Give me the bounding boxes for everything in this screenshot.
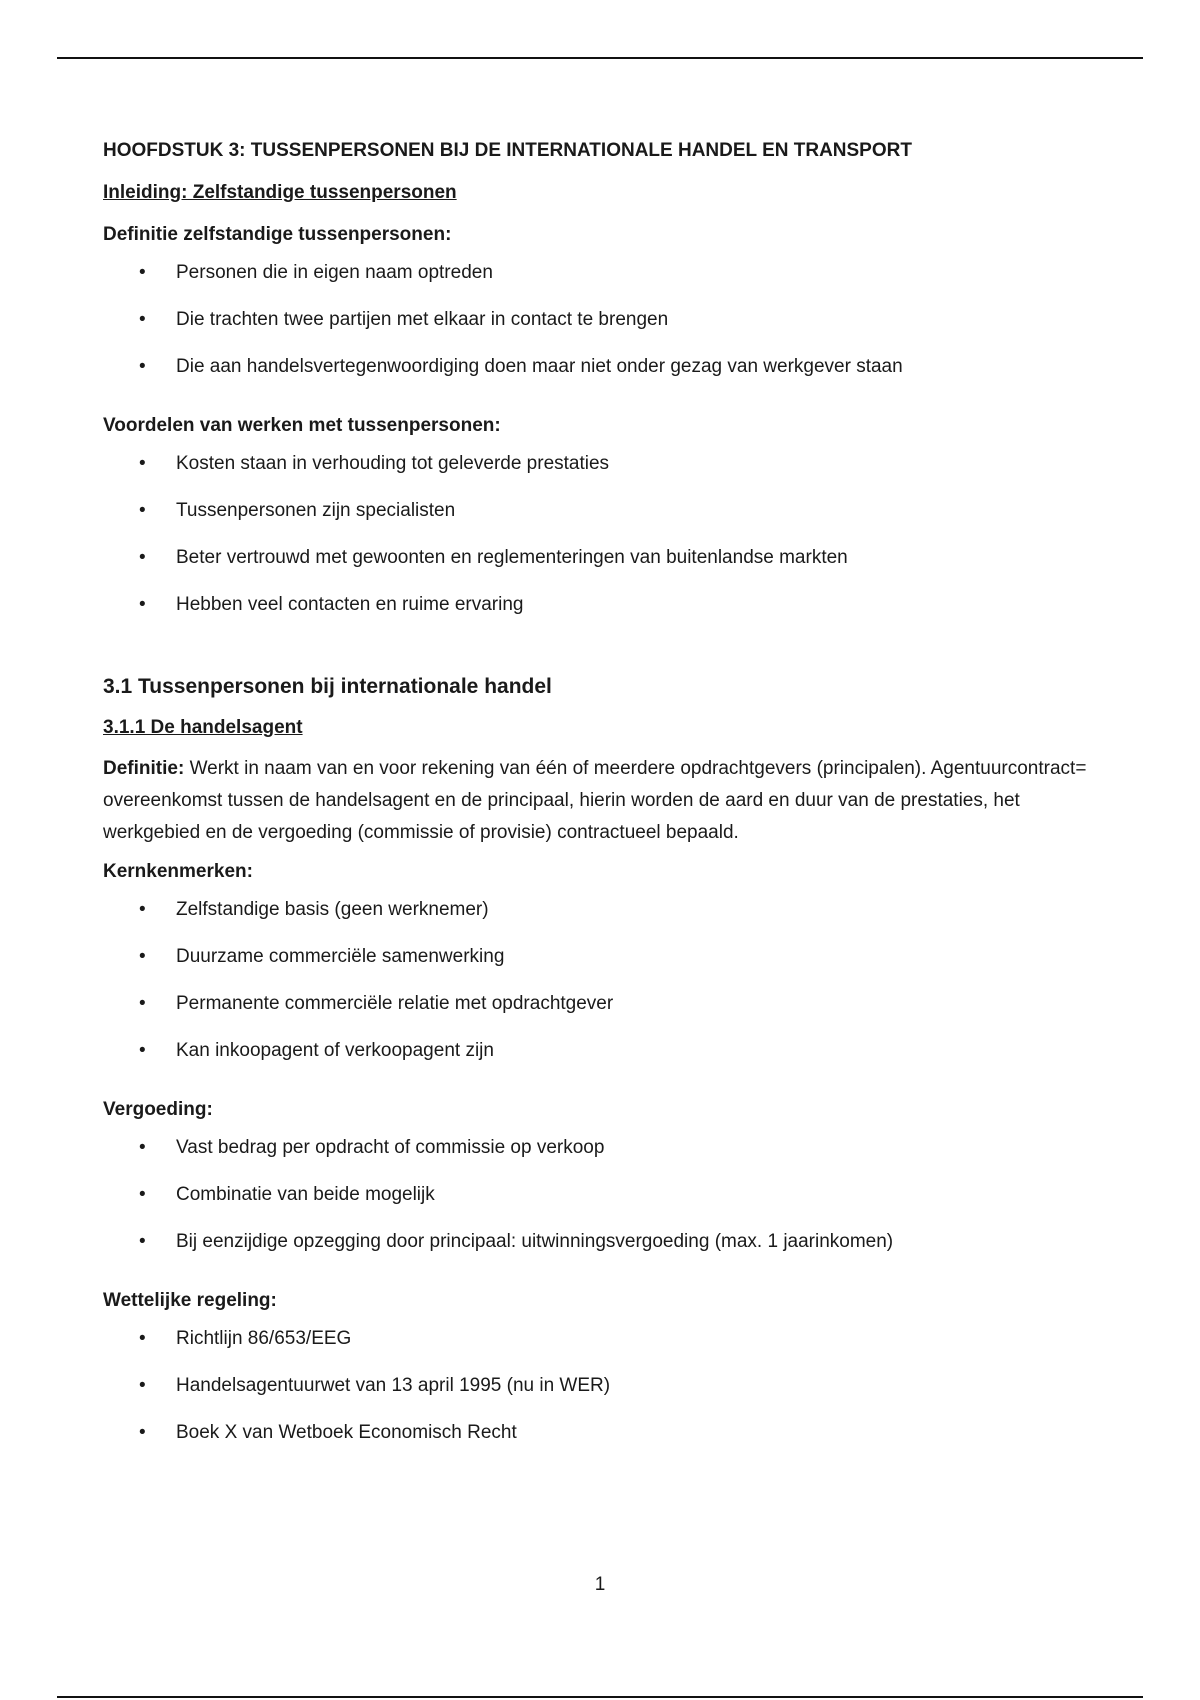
list-item: • Boek X van Wetboek Economisch Recht bbox=[103, 1422, 1103, 1469]
list-item: • Handelsagentuurwet van 13 april 1995 (nu in WER) bbox=[103, 1375, 1103, 1422]
section-title: 3.1 Tussenpersonen bij internationale handel bbox=[103, 675, 552, 698]
subsection-title: 3.1.1 De handelsagent bbox=[103, 717, 303, 738]
list-item: • Hebben veel contacten en ruime ervaring bbox=[103, 594, 1103, 641]
definition-label: Definitie zelfstandige tussenpersonen: bbox=[103, 224, 452, 245]
list-item: • Duurzame commerciële samenwerking bbox=[103, 946, 1103, 993]
agent-definition bbox=[103, 753, 1103, 849]
list-item: • Zelfstandige basis (geen werknemer) bbox=[103, 899, 1103, 946]
agent-definition-text: Werkt in naam van en voor rekening van één of meerdere opdrachtgevers (principalen). Agentuurcontract= overeenkomst tussen de handelsagent en de principaal, hierin worden de aard en duur van de prestaties, het werkgebied en de vergoeding (commissie of provisie) contractueel bepaald. bbox=[103, 758, 1087, 843]
list-item: • Permanente commerciële relatie met opdrachtgever bbox=[103, 993, 1103, 1040]
chapter-title: HOOFDSTUK 3: TUSSENPERSONEN BIJ DE INTERNATIONALE HANDEL EN TRANSPORT bbox=[103, 140, 912, 161]
list-item: • Personen die in eigen naam optreden bbox=[103, 262, 1103, 309]
list-item: • Tussenpersonen zijn specialisten bbox=[103, 500, 1103, 547]
list-item: • Die aan handelsvertegenwoordiging doen maar niet onder gezag van werkgever staan bbox=[103, 356, 1103, 403]
list-item: • Kan inkoopagent of verkoopagent zijn bbox=[103, 1040, 1103, 1087]
document-body bbox=[103, 140, 1103, 1481]
list-item: • Richtlijn 86/653/EEG bbox=[103, 1328, 1103, 1375]
features-label: Kernkenmerken: bbox=[103, 861, 253, 882]
list-item: • Combinatie van beide mogelijk bbox=[103, 1184, 1103, 1231]
advantages-label: Voordelen van werken met tussenpersonen: bbox=[103, 415, 501, 436]
list-item: • Die trachten twee partijen met elkaar in contact te brengen bbox=[103, 309, 1103, 356]
intro-heading: Inleiding: Zelfstandige tussenpersonen bbox=[103, 182, 457, 203]
footer-rule bbox=[57, 1696, 1143, 1698]
legal-label: Wettelijke regeling: bbox=[103, 1290, 277, 1311]
page-number: 1 bbox=[594, 1574, 606, 1595]
list-item: • Kosten staan in verhouding tot geleverde prestaties bbox=[103, 453, 1103, 500]
features-list bbox=[103, 899, 1103, 1087]
list-item: • Vast bedrag per opdracht of commissie op verkoop bbox=[103, 1137, 1103, 1184]
compensation-list bbox=[103, 1137, 1103, 1278]
advantages-list bbox=[103, 453, 1103, 641]
legal-list bbox=[103, 1328, 1103, 1469]
compensation-label: Vergoeding: bbox=[103, 1099, 213, 1120]
list-item: • Bij eenzijdige opzegging door principaal: uitwinningsvergoeding (max. 1 jaarinkomen) bbox=[103, 1231, 1103, 1278]
list-item: • Beter vertrouwd met gewoonten en reglementeringen van buitenlandse markten bbox=[103, 547, 1103, 594]
agent-definition-label: Definitie: bbox=[103, 758, 185, 779]
definition-list bbox=[103, 262, 1103, 403]
header-rule bbox=[57, 57, 1143, 59]
